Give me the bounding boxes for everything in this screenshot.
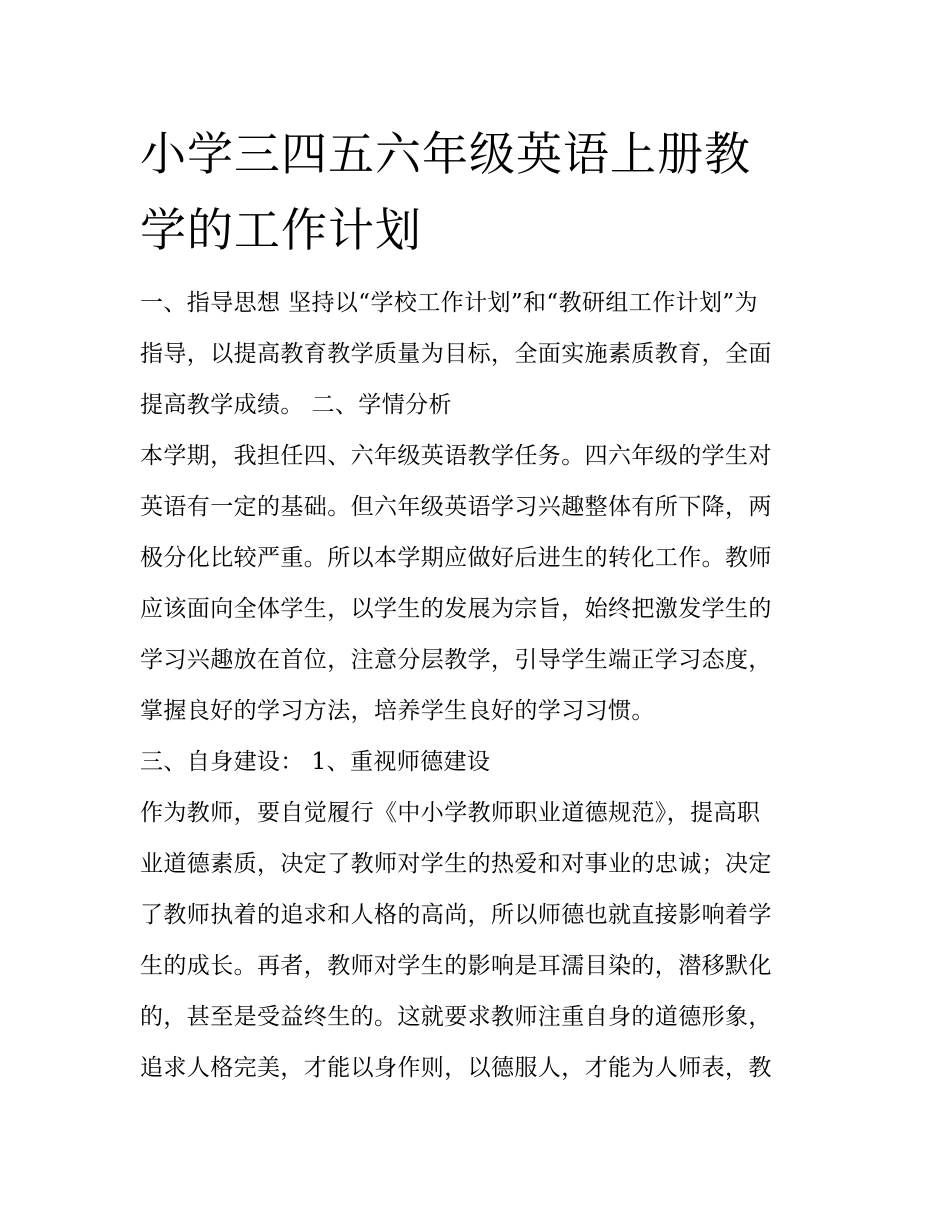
- body-line: 作为教师，要自觉履行《中小学教师职业道德规范》，提高职: [140, 800, 761, 826]
- title-line: 学的工作计划: [140, 203, 422, 257]
- body-line: 三、自身建设： 1、重视师德建设: [140, 749, 491, 775]
- body-line: 业道德素质，决定了教师对学生的热爱和对事业的忠诚；决定: [140, 851, 772, 877]
- title-line: 小学三四五六年级英语上册教: [140, 127, 751, 181]
- body-line: 生的成长。再者，教师对学生的影响是耳濡目染的，潜移默化: [140, 953, 772, 979]
- body-line: 学习兴趣放在首位，注意分层教学，引导学生端正学习态度，: [140, 647, 772, 673]
- body-line: 应该面向全体学生，以学生的发展为宗旨，始终把激发学生的: [140, 596, 772, 622]
- document-body: [140, 278, 830, 1094]
- body-line: 极分化比较严重。所以本学期应做好后进生的转化工作。教师: [140, 545, 772, 571]
- body-line: 指导，以提高教育教学质量为目标，全面实施素质教育，全面: [140, 341, 772, 367]
- body-line: 了教师执着的追求和人格的高尚，所以师德也就直接影响着学: [140, 902, 772, 928]
- body-line: 掌握良好的学习方法，培养学生良好的学习习惯。: [140, 698, 655, 724]
- body-line: 提高教学成绩。 二、学情分析: [140, 392, 452, 418]
- body-line: 追求人格完美，才能以身作则，以德服人，才能为人师表，教: [140, 1055, 772, 1081]
- document-title: [140, 116, 820, 268]
- body-line: 一、指导思想 坚持以“学校工作计划”和“教研组工作计划”为: [140, 290, 758, 316]
- body-line: 的，甚至是受益终生的。这就要求教师注重自身的道德形象，: [140, 1004, 772, 1030]
- body-line: 英语有一定的基础。但六年级英语学习兴趣整体有所下降，两: [140, 494, 772, 520]
- body-line: 本学期，我担任四、六年级英语教学任务。四六年级的学生对: [140, 443, 772, 469]
